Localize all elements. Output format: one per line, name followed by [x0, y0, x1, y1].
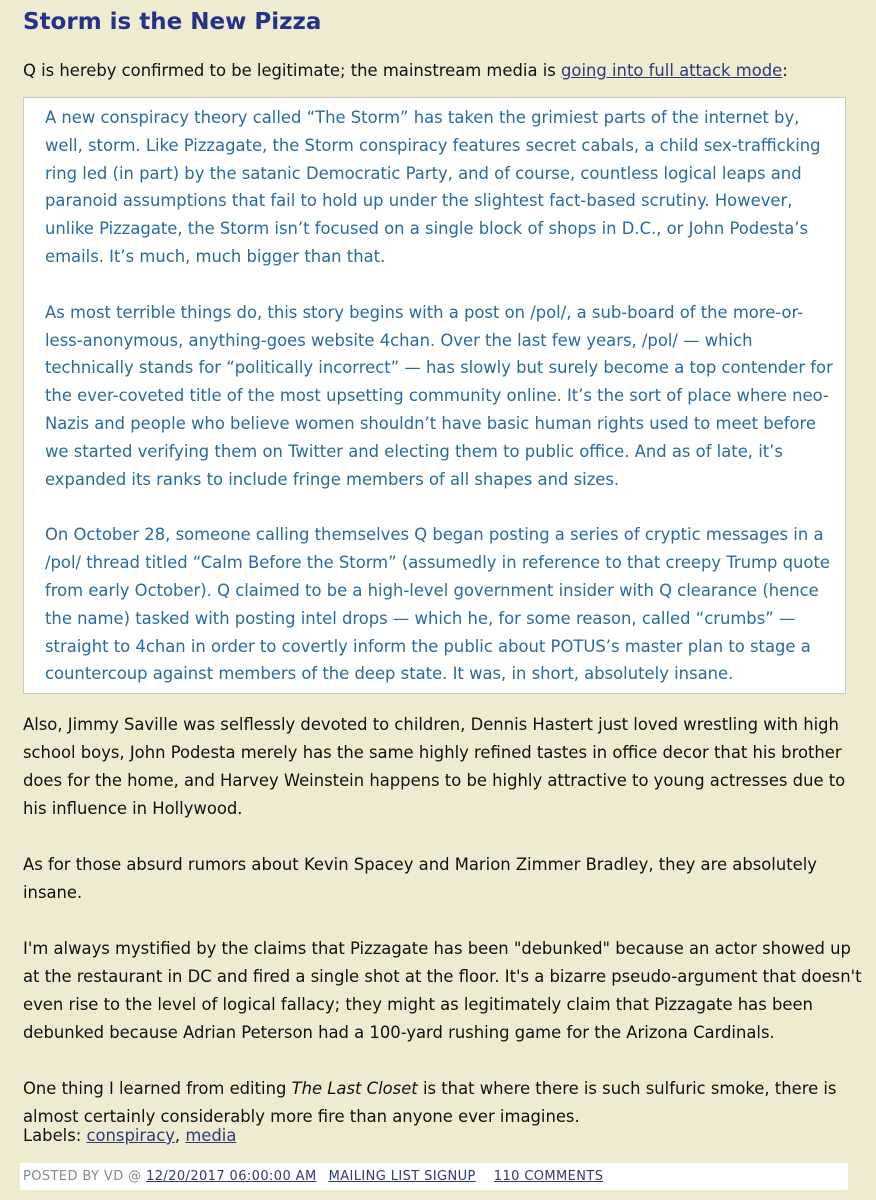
post-labels: [23, 1122, 236, 1150]
post-intro: [23, 57, 863, 85]
post-body: [23, 711, 868, 1159]
posted-by: POSTED BY VD @: [23, 1169, 147, 1184]
article-quote: [23, 97, 846, 694]
post-title[interactable]: Storm is the New Pizza: [23, 9, 322, 35]
intro-text: Q is hereby confirmed to be legitimate; the mainstream media is: [23, 61, 562, 80]
labels-separator: ,: [174, 1126, 186, 1145]
comments-link[interactable]: 110 COMMENTS: [493, 1169, 604, 1184]
last-para-end: is that where there is such sulfuric smoke, there is almost certainly considerably more fire than anyone ever imagines.: [23, 1079, 837, 1126]
last-para-start: One thing I learned from editing: [23, 1079, 292, 1098]
quote-paragraph: A new conspiracy theory called “The Storm” has taken the grimiest parts of the internet by, well, storm. Like Pizzagate, the Storm conspiracy features secret cabals, a child sex-trafficking ring led (in part) by the satanic Democratic Party, and of course, countless logical leaps and paranoid assumptions that fail to hold up under the slightest fact-based scrutiny. However, unlike Pizzagate, the Storm isn’t focused on a single block of shops in D.C., or John Podesta’s emails. It’s much, much bigger than that.: [45, 108, 821, 266]
attack-mode-link[interactable]: going into full attack mode: [561, 61, 783, 80]
book-title: The Last Closet: [291, 1079, 418, 1098]
timestamp-link[interactable]: 12/20/2017 06:00:00 AM: [146, 1169, 317, 1184]
labels-prefix: Labels:: [23, 1126, 87, 1145]
quote-paragraph: On October 28, someone calling themselves Q began posting a series of cryptic messages in a /pol/ thread titled “Calm Before the Storm” (assumedly in reference to that creepy Trump quote from early October). Q claimed to be a high-level government insider with Q clearance (hence the name) tasked with posting intel drops — which he, for some reason, called “crumbs” — straight to 4chan in order to covertly inform the public about POTUS’s master plan to stage a countercoup against members of the deep state. It was, in short, absolutely insane.: [45, 525, 830, 684]
label-media-link[interactable]: media: [185, 1126, 237, 1145]
mailing-list-link[interactable]: MAILING LIST SIGNUP: [328, 1169, 476, 1184]
label-conspiracy-link[interactable]: conspiracy: [86, 1126, 175, 1145]
body-paragraph: I'm always mystified by the claims that Pizzagate has been "debunked" because an actor showed up at the restaurant in DC and fired a single shot at the floor. It's a bizarre pseudo-argument that doesn't even rise to the level of logical fallacy; they might as legitimately claim that Pizzagate has been debunked because Adrian Peterson had a 100-yard rushing game for the Arizona Cardinals.: [23, 939, 862, 1042]
body-paragraph: As for those absurd rumors about Kevin Spacey and Marion Zimmer Bradley, they are absolutely insane.: [23, 855, 818, 902]
post-footer: [20, 1163, 848, 1190]
body-paragraph: Also, Jimmy Saville was selflessly devoted to children, Dennis Hastert just loved wrestling with high school boys, John Podesta merely has the same highly refined tastes in office decor that his brother does for the home, and Harvey Weinstein happens to be highly attractive to young actresses due to his influence in Hollywood.: [23, 715, 846, 818]
quote-paragraph: As most terrible things do, this story begins with a post on /pol/, a sub-board of the more-or-less-anonymous, anything-goes website 4chan. Over the last few years, /pol/ — which technically stands for “politically incorrect” — has slowly but surely become a top contender for the ever-coveted title of the most upsetting community online. It’s the sort of place where neo-Nazis and people who believe women shouldn’t have basic human rights used to meet before we started verifying them on Twitter and electing them to public office. And as of late, it’s expanded its ranks to include fringe members of all shapes and sizes.: [45, 302, 833, 489]
intro-end: :: [782, 61, 788, 80]
